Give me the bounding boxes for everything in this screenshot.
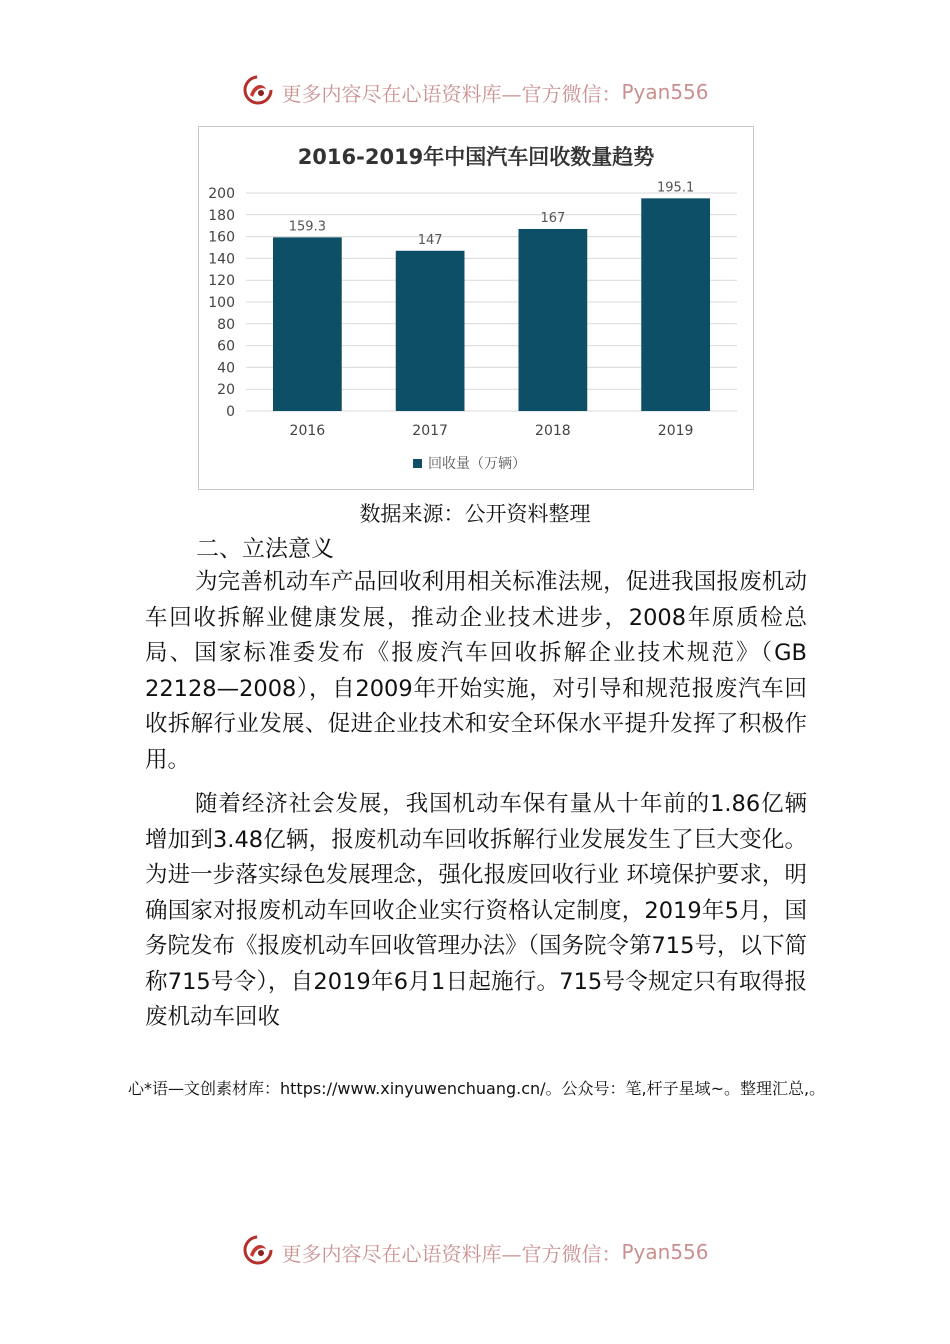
header-banner	[0, 72, 950, 112]
bar-2018	[519, 229, 588, 411]
banner-text: 更多内容尽在心语资料库—官方微信：	[281, 1241, 622, 1266]
y-tick-label: 40	[217, 360, 235, 377]
y-tick-label: 0	[226, 404, 235, 420]
chart-legend	[413, 455, 526, 472]
bar-2017	[396, 251, 465, 411]
legend-swatch	[413, 459, 422, 468]
swirl-logo-icon	[241, 73, 275, 112]
legend-label: 回收量（万辆）	[428, 456, 526, 472]
y-tick-label: 200	[208, 186, 235, 202]
figure-caption: 数据来源：公开资料整理	[359, 502, 591, 526]
section-heading: 二、立法意义	[196, 536, 334, 562]
banner-text: 更多内容尽在心语资料库—官方微信：	[281, 81, 622, 106]
y-tick-label: 140	[208, 251, 235, 268]
banner-wechat-id: Pyan556	[621, 1240, 709, 1264]
x-tick-label: 2016	[289, 423, 326, 439]
y-tick-label: 120	[208, 273, 235, 290]
banner-wechat-id: Pyan556	[621, 80, 709, 104]
body-paragraph: 为完善机动车产品回收利用相关标准法规，促进我国报废机动车回收拆解业健康发展，推动企业技术进步，2008年原质检总局、国家标准委发布《报废汽车回收拆解企业技术规范》（GB 22128—2008），自2009年开始实施，对引导和规范报废汽车回收拆解行业发展、促进企业技术和安全环保水平提升发挥了积极作用。	[145, 569, 807, 773]
y-tick-label: 20	[217, 382, 235, 399]
bar-value-label: 167	[540, 210, 566, 226]
y-tick-label: 60	[217, 338, 235, 355]
y-tick-label: 100	[208, 295, 235, 311]
bar-2016	[273, 237, 342, 411]
bar-value-label: 195.1	[657, 180, 695, 196]
x-tick-label: 2017	[412, 423, 448, 439]
footer-banner	[0, 1232, 950, 1272]
source-note: 心*语—文创素材库：https://www.xinyuwenchuang.cn/。公众号：笔,杆子星域~。整理汇总,。	[128, 1079, 826, 1098]
swirl-logo-icon	[241, 1233, 275, 1272]
y-tick-label: 180	[208, 207, 235, 224]
bar-2019	[641, 198, 710, 411]
bar-value-label: 159.3	[288, 219, 326, 235]
bar-value-label: 147	[417, 232, 443, 248]
body-paragraph: 随着经济社会发展，我国机动车保有量从十年前的1.86亿辆增加到3.48亿辆，报废机动车回收拆解行业发展发生了巨大变化。为进一步落实绿色发展理念，强化报废回收行业 环境保护要求，明确国家对报废机动车回收企业实行资格认定制度，2019年5月，国务院发布《报废机动车回收管理办法》（国务院令第715号，以下简称715号令），自2019年6月1日起施行。715号令规定只有取得报废机动车回收	[145, 791, 807, 1030]
chart-title: 2016-2019年中国汽车回收数量趋势	[297, 145, 655, 169]
x-tick-label: 2019	[657, 423, 694, 439]
chart-canvas	[199, 127, 753, 489]
y-tick-label: 160	[208, 229, 235, 246]
y-tick-label: 80	[217, 316, 235, 333]
recycling-bar-chart	[198, 126, 754, 490]
x-tick-label: 2018	[535, 423, 571, 439]
